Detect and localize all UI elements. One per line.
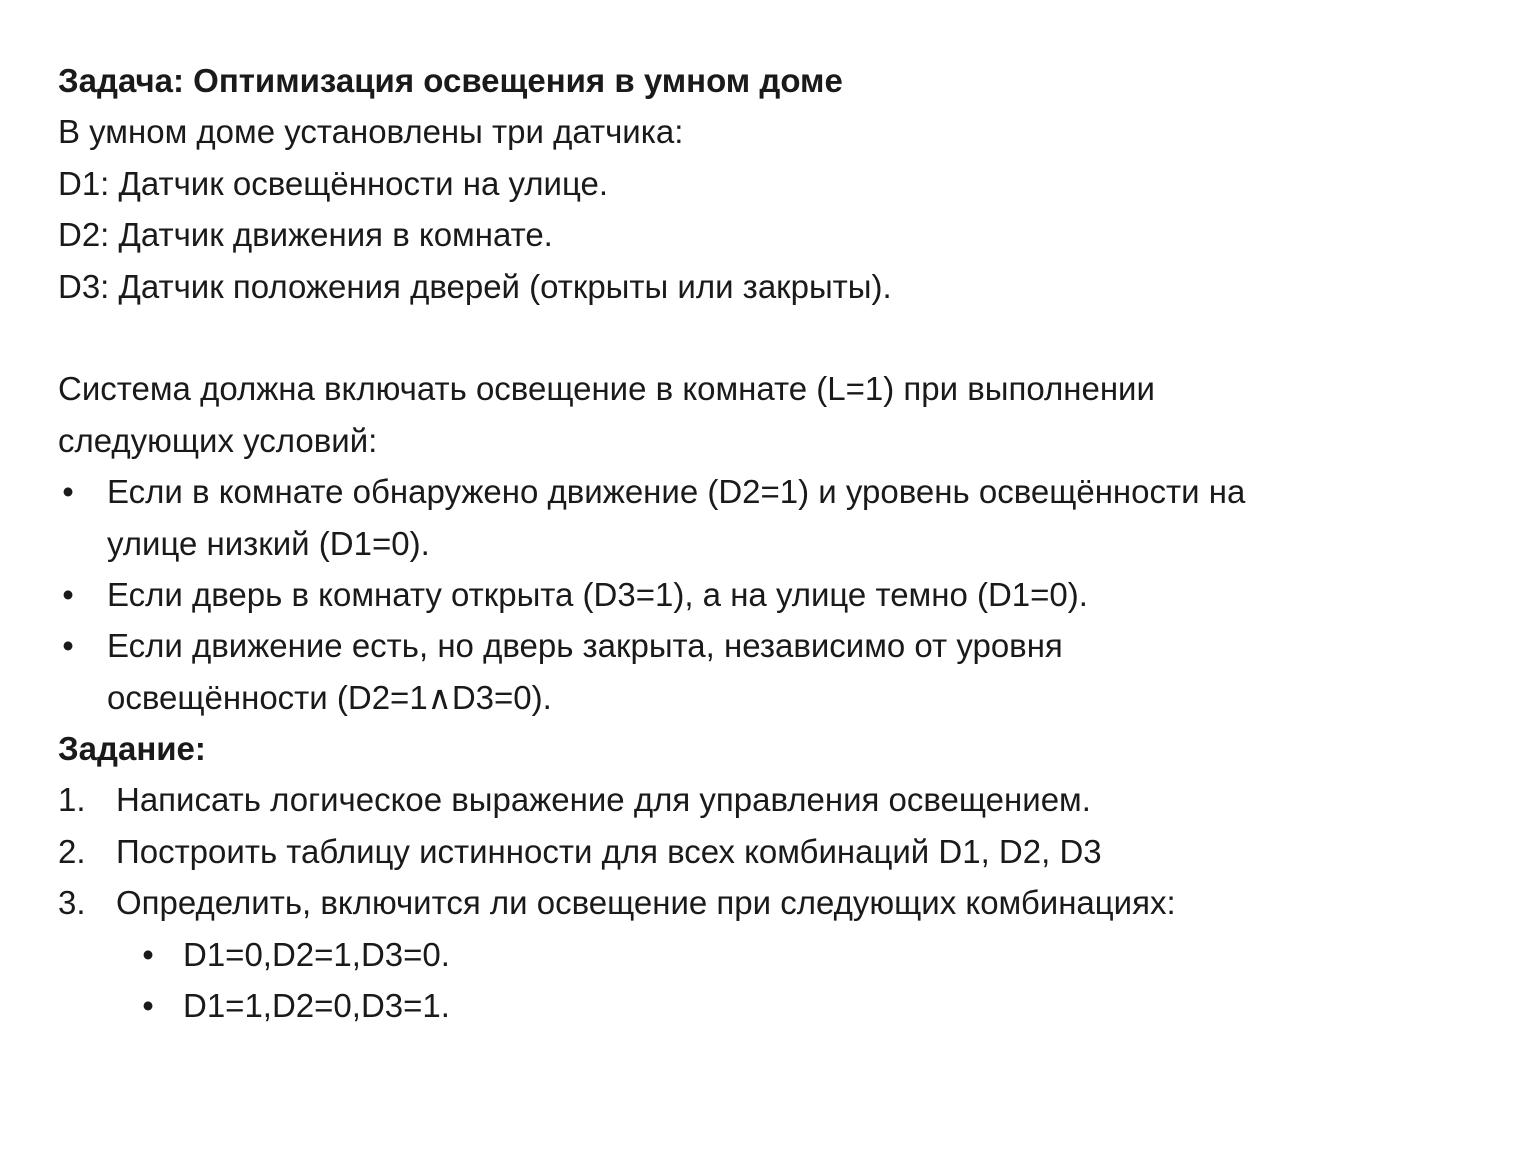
bullet-icon: • xyxy=(62,473,74,511)
condition-item xyxy=(58,620,1478,723)
condition-text: освещённости (D2=1∧D3=0). xyxy=(107,678,552,716)
task-heading: Задание: xyxy=(58,730,206,768)
task-item xyxy=(58,826,1478,877)
combination-text: D1=1,D2=0,D3=1. xyxy=(183,987,450,1025)
task-text: Определить, включится ли освещение при следующих комбинациях: xyxy=(116,884,1176,922)
task-item xyxy=(58,877,1478,928)
item-number: 1. xyxy=(58,781,86,819)
task-document xyxy=(58,55,1478,1031)
condition-text: Если в комнате обнаружено движение (D2=1) и уровень освещённости на xyxy=(107,473,1246,511)
sensor-d3: D3: Датчик положения дверей (открыты или закрыты). xyxy=(58,267,892,305)
bullet-icon: • xyxy=(62,575,74,613)
sensor-d1: D1: Датчик освещённости на улице. xyxy=(58,164,608,202)
bullet-icon: • xyxy=(142,987,154,1025)
system-text-line: Система должна включать освещение в комнате (L=1) при выполнении xyxy=(58,370,1155,408)
sensor-d2: D2: Датчик движения в комнате. xyxy=(58,216,553,254)
intro-text: В умном доме установлены три датчика: xyxy=(58,113,684,151)
item-number: 3. xyxy=(58,884,86,922)
combination-item xyxy=(58,980,1478,1031)
combination-item xyxy=(58,929,1478,980)
item-number: 2. xyxy=(58,832,86,870)
task-text: Построить таблицу истинности для всех комбинаций D1, D2, D3 xyxy=(116,832,1102,870)
condition-text: Если дверь в комнату открыта (D3=1), а на улице темно (D1=0). xyxy=(107,575,1088,613)
task-text: Написать логическое выражение для управления освещением. xyxy=(116,781,1091,819)
spacer xyxy=(58,312,1478,363)
bullet-icon: • xyxy=(62,627,74,665)
system-text-line: следующих условий: xyxy=(58,421,378,459)
task-title: Задача: Оптимизация освещения в умном доме xyxy=(58,62,843,99)
combination-text: D1=0,D2=1,D3=0. xyxy=(183,935,450,973)
task-item xyxy=(58,774,1478,825)
condition-text: Если движение есть, но дверь закрыта, независимо от уровня xyxy=(107,627,1063,665)
bullet-icon: • xyxy=(142,935,154,973)
condition-text: улице низкий (D1=0). xyxy=(107,524,430,562)
condition-item xyxy=(58,569,1478,620)
condition-item xyxy=(58,466,1478,569)
